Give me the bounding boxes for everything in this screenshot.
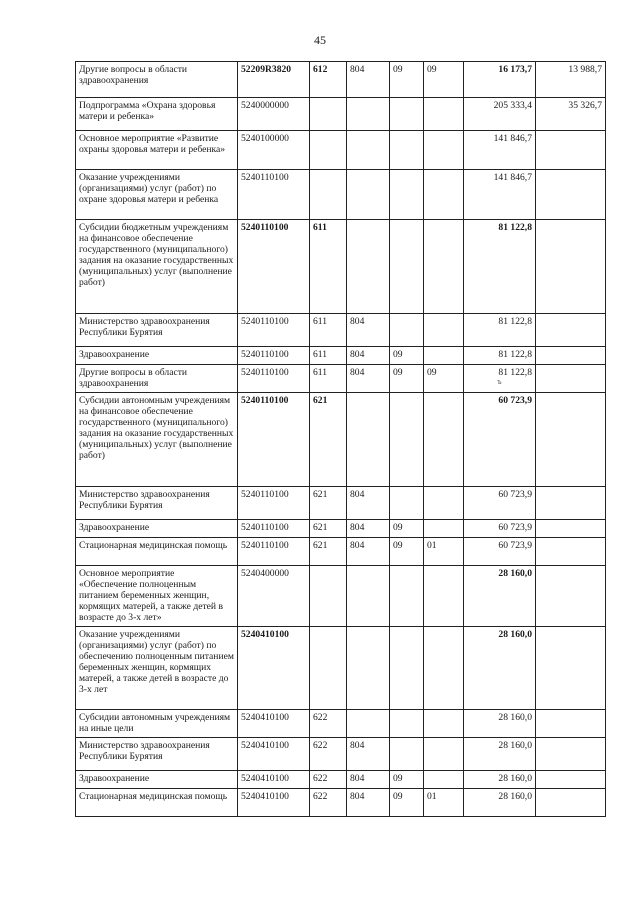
row-target-code <box>238 170 310 220</box>
row-expense-type-text: 621 <box>313 540 328 551</box>
row-amount-2-text: 13 988,7 <box>568 64 602 75</box>
table-row <box>76 710 606 738</box>
row-ministry-code-text: 804 <box>350 791 365 802</box>
row-section-text: 09 <box>393 367 403 378</box>
row-name-text: Субсидии автономным учреждениям на финансовое обеспечение государственного (муниципального) задания на оказание государственных (муниципальных) услуг (выполнение работ) <box>79 395 234 461</box>
row-expense-type <box>310 738 347 771</box>
row-section <box>390 131 424 170</box>
row-target-code <box>238 738 310 771</box>
row-subsection <box>424 131 464 170</box>
row-amount-1-text: 81 122,8 <box>498 222 532 233</box>
row-subsection <box>424 62 464 98</box>
row-amount-1-text: 60 723,9 <box>498 522 532 533</box>
row-target-code-text: 52209R3820 <box>241 64 292 75</box>
row-subsection <box>424 393 464 487</box>
table-row <box>76 170 606 220</box>
row-ministry-code-text: 804 <box>350 367 365 378</box>
row-expense-type-text: 611 <box>313 316 328 327</box>
row-amount-1 <box>464 62 536 98</box>
table-row <box>76 220 606 314</box>
table-row <box>76 314 606 347</box>
row-amount-1 <box>464 170 536 220</box>
row-ministry-code <box>347 98 390 131</box>
row-amount-1-text: 60 723,9 <box>498 395 532 406</box>
table-row <box>76 98 606 131</box>
row-amount-1 <box>464 393 536 487</box>
table-row <box>76 520 606 538</box>
row-section <box>390 538 424 566</box>
row-target-code <box>238 347 310 365</box>
row-name-text: Подпрограмма «Охрана здоровья матери и ребенка» <box>79 100 216 122</box>
row-name <box>76 520 238 538</box>
row-target-code <box>238 627 310 710</box>
row-section-text: 09 <box>393 540 403 551</box>
row-target-code-text: 5240410100 <box>241 773 289 784</box>
row-expense-type-text: 611 <box>313 349 328 360</box>
row-ministry-code <box>347 738 390 771</box>
row-section <box>390 220 424 314</box>
row-amount-2 <box>536 347 606 365</box>
table-row <box>76 365 606 393</box>
row-amount-1-text: 28 160,0 <box>498 629 532 640</box>
row-amount-2 <box>536 487 606 520</box>
row-section-text: 09 <box>393 773 403 784</box>
row-section <box>390 487 424 520</box>
row-name <box>76 170 238 220</box>
table-row <box>76 538 606 566</box>
row-target-code-text: 5240110100 <box>241 367 289 378</box>
row-name-text: Субсидии автономным учреждениям на иные цели <box>79 712 231 734</box>
row-amount-1 <box>464 131 536 170</box>
row-ministry-code-text: 804 <box>350 64 365 75</box>
page-number: 45 <box>314 33 326 47</box>
row-section <box>390 314 424 347</box>
row-amount-2 <box>536 170 606 220</box>
row-expense-type-text: 622 <box>313 773 328 784</box>
row-amount-2 <box>536 789 606 817</box>
row-target-code <box>238 314 310 347</box>
row-ministry-code-text: 804 <box>350 540 365 551</box>
row-target-code-text: 5240410100 <box>241 629 289 640</box>
row-target-code-text: 5240110100 <box>241 522 289 533</box>
row-ministry-code-text: 804 <box>350 522 365 533</box>
row-ministry-code <box>347 220 390 314</box>
row-section-text: 09 <box>393 64 403 75</box>
row-amount-1 <box>464 314 536 347</box>
row-ministry-code <box>347 62 390 98</box>
row-expense-type <box>310 131 347 170</box>
table-row <box>76 393 606 487</box>
row-target-code-text: 5240410100 <box>241 712 289 723</box>
row-amount-1-text: 28 160,0 <box>498 712 532 723</box>
row-name <box>76 347 238 365</box>
row-section <box>390 393 424 487</box>
row-subsection <box>424 170 464 220</box>
row-expense-type-text: 611 <box>313 222 327 233</box>
row-expense-type-text: 622 <box>313 740 328 751</box>
row-target-code-text: 5240110100 <box>241 316 289 327</box>
row-ministry-code <box>347 170 390 220</box>
row-ministry-code-text: 804 <box>350 740 365 751</box>
row-amount-1-text: 28 160,0 <box>498 773 532 784</box>
row-expense-type <box>310 789 347 817</box>
row-ministry-code <box>347 365 390 393</box>
row-subsection <box>424 347 464 365</box>
row-name <box>76 365 238 393</box>
row-subsection <box>424 98 464 131</box>
row-ministry-code-text: 804 <box>350 349 365 360</box>
row-name-text: Министерство здравоохранения Республики Бурятия <box>79 316 210 338</box>
row-name <box>76 710 238 738</box>
row-expense-type-text: 612 <box>313 64 328 75</box>
row-amount-1 <box>464 365 536 393</box>
row-section-text: 09 <box>393 791 403 802</box>
row-amount-1 <box>464 487 536 520</box>
row-subsection <box>424 710 464 738</box>
row-ministry-code <box>347 710 390 738</box>
row-name-text: Субсидии бюджетным учреждениям на финансовое обеспечение государственного (муниципального) задания на оказание государственных (муниципальных) услуг (выполнение работ) <box>79 222 234 288</box>
row-name <box>76 789 238 817</box>
row-name-text: Основное мероприятие «Развитие охраны здоровья матери и ребенка» <box>79 133 226 155</box>
row-name <box>76 566 238 627</box>
row-section <box>390 566 424 627</box>
row-target-code-text: 5240400000 <box>241 568 289 579</box>
row-name-text: Здравоохранение <box>79 773 150 784</box>
row-subsection <box>424 627 464 710</box>
scan-mark: ъ <box>497 377 502 386</box>
row-subsection <box>424 220 464 314</box>
row-target-code <box>238 538 310 566</box>
row-name <box>76 738 238 771</box>
table-row <box>76 566 606 627</box>
row-section <box>390 62 424 98</box>
table-row <box>76 347 606 365</box>
row-subsection-text: 09 <box>427 64 437 75</box>
row-target-code-text: 5240110100 <box>241 489 289 500</box>
row-ministry-code <box>347 538 390 566</box>
row-expense-type <box>310 365 347 393</box>
row-section <box>390 789 424 817</box>
row-subsection <box>424 487 464 520</box>
row-subsection <box>424 771 464 789</box>
row-target-code <box>238 771 310 789</box>
row-subsection-text: 01 <box>427 540 437 551</box>
row-amount-2 <box>536 98 606 131</box>
row-amount-2 <box>536 314 606 347</box>
row-name-text: Другие вопросы в области здравоохранения <box>79 367 188 389</box>
row-subsection-text: 01 <box>427 791 437 802</box>
row-expense-type <box>310 487 347 520</box>
row-amount-2 <box>536 62 606 98</box>
row-expense-type-text: 622 <box>313 712 328 723</box>
row-ministry-code <box>347 771 390 789</box>
row-amount-1-text: 28 160,0 <box>498 568 532 579</box>
row-subsection <box>424 738 464 771</box>
budget-table-body <box>76 62 606 817</box>
table-row <box>76 771 606 789</box>
row-amount-1 <box>464 347 536 365</box>
row-amount-1 <box>464 566 536 627</box>
row-ministry-code-text: 804 <box>350 316 365 327</box>
row-target-code <box>238 710 310 738</box>
row-target-code <box>238 98 310 131</box>
row-amount-1 <box>464 538 536 566</box>
row-target-code <box>238 220 310 314</box>
row-section <box>390 520 424 538</box>
row-name <box>76 62 238 98</box>
row-expense-type <box>310 520 347 538</box>
row-expense-type-text: 621 <box>313 395 328 406</box>
row-amount-1-text: 60 723,9 <box>498 540 532 551</box>
table-row <box>76 789 606 817</box>
row-expense-type <box>310 98 347 131</box>
row-amount-1 <box>464 771 536 789</box>
row-name <box>76 393 238 487</box>
row-section-text: 09 <box>393 522 403 533</box>
row-target-code <box>238 365 310 393</box>
row-ministry-code <box>347 347 390 365</box>
row-name <box>76 314 238 347</box>
row-subsection-text: 09 <box>427 367 437 378</box>
row-amount-1-text: 28 160,0 <box>498 740 532 751</box>
row-expense-type-text: 611 <box>313 367 328 378</box>
row-subsection <box>424 520 464 538</box>
table-row <box>76 62 606 98</box>
row-subsection <box>424 365 464 393</box>
row-amount-1-text: 60 723,9 <box>498 489 532 500</box>
row-amount-2 <box>536 710 606 738</box>
row-ministry-code <box>347 131 390 170</box>
row-section <box>390 170 424 220</box>
row-section <box>390 365 424 393</box>
row-amount-2 <box>536 566 606 627</box>
row-amount-1-text: 28 160,0 <box>498 791 532 802</box>
row-amount-2 <box>536 393 606 487</box>
row-name <box>76 220 238 314</box>
row-name <box>76 131 238 170</box>
row-amount-2 <box>536 520 606 538</box>
row-expense-type-text: 621 <box>313 522 328 533</box>
row-target-code-text: 5240100000 <box>241 133 289 144</box>
row-name-text: Другие вопросы в области здравоохранения <box>79 64 188 86</box>
row-amount-2 <box>536 365 606 393</box>
row-amount-1-text: 81 122,8 <box>498 316 532 327</box>
row-name-text: Оказание учреждениями (организациями) услуг (работ) по охране здоровья матери и ребенка <box>79 172 219 205</box>
row-target-code <box>238 487 310 520</box>
row-subsection <box>424 314 464 347</box>
row-ministry-code <box>347 520 390 538</box>
row-expense-type <box>310 566 347 627</box>
row-section <box>390 98 424 131</box>
row-target-code-text: 5240110100 <box>241 172 289 183</box>
row-name <box>76 627 238 710</box>
row-amount-1-text: 81 122,8 <box>498 367 532 378</box>
row-name <box>76 538 238 566</box>
row-name-text: Стационарная медицинская помощь <box>79 791 228 802</box>
row-target-code <box>238 393 310 487</box>
row-expense-type <box>310 314 347 347</box>
row-section-text: 09 <box>393 349 403 360</box>
row-expense-type <box>310 170 347 220</box>
row-amount-1 <box>464 520 536 538</box>
row-amount-1 <box>464 710 536 738</box>
row-name <box>76 98 238 131</box>
row-expense-type-text: 622 <box>313 791 328 802</box>
row-amount-1-text: 205 333,4 <box>493 100 532 111</box>
row-ministry-code <box>347 789 390 817</box>
row-target-code-text: 5240110100 <box>241 540 289 551</box>
row-section <box>390 627 424 710</box>
row-expense-type <box>310 710 347 738</box>
row-expense-type <box>310 62 347 98</box>
row-target-code <box>238 520 310 538</box>
row-name-text: Стационарная медицинская помощь <box>79 540 228 551</box>
row-expense-type <box>310 771 347 789</box>
row-expense-type <box>310 220 347 314</box>
row-expense-type <box>310 538 347 566</box>
row-name-text: Здравоохранение <box>79 522 150 533</box>
row-expense-type-text: 621 <box>313 489 328 500</box>
row-target-code <box>238 566 310 627</box>
row-name-text: Основное мероприятие «Обеспечение полноценным питанием беременных женщин, кормящих матерей, а также детей в возрасте до 3-х лет» <box>79 568 223 623</box>
budget-table <box>75 61 606 817</box>
row-amount-2-text: 35 326,7 <box>568 100 602 111</box>
row-amount-2 <box>536 538 606 566</box>
row-target-code-text: 5240110100 <box>241 222 289 233</box>
row-amount-2 <box>536 220 606 314</box>
row-target-code-text: 5240110100 <box>241 349 289 360</box>
row-section <box>390 738 424 771</box>
row-ministry-code-text: 804 <box>350 773 365 784</box>
row-ministry-code <box>347 487 390 520</box>
table-row <box>76 627 606 710</box>
row-name-text: Министерство здравоохранения Республики Бурятия <box>79 740 210 762</box>
row-section <box>390 710 424 738</box>
row-amount-1-text: 16 173,7 <box>498 64 532 75</box>
row-ministry-code <box>347 314 390 347</box>
row-amount-2 <box>536 738 606 771</box>
row-target-code-text: 5240410100 <box>241 740 289 751</box>
row-target-code-text: 5240410100 <box>241 791 289 802</box>
table-row <box>76 738 606 771</box>
row-name <box>76 771 238 789</box>
row-expense-type <box>310 347 347 365</box>
table-row <box>76 487 606 520</box>
row-amount-1-text: 141 846,7 <box>493 133 532 144</box>
row-subsection <box>424 538 464 566</box>
row-section <box>390 347 424 365</box>
row-expense-type <box>310 393 347 487</box>
row-expense-type <box>310 627 347 710</box>
row-name-text: Оказание учреждениями (организациями) услуг (работ) по обеспечению полноценным питанием беременных женщин, кормящих матерей, а также детей в возрасте до 3-х лет <box>79 629 234 695</box>
row-ministry-code-text: 804 <box>350 489 365 500</box>
row-target-code-text: 5240110100 <box>241 395 289 406</box>
row-target-code <box>238 789 310 817</box>
row-amount-1 <box>464 98 536 131</box>
row-name-text: Здравоохранение <box>79 349 150 360</box>
row-target-code <box>238 62 310 98</box>
row-target-code <box>238 131 310 170</box>
row-amount-1 <box>464 738 536 771</box>
row-section <box>390 771 424 789</box>
row-amount-2 <box>536 627 606 710</box>
row-ministry-code <box>347 627 390 710</box>
row-amount-1 <box>464 789 536 817</box>
row-ministry-code <box>347 393 390 487</box>
row-amount-2 <box>536 131 606 170</box>
row-amount-1-text: 81 122,8 <box>498 349 532 360</box>
row-subsection <box>424 789 464 817</box>
table-row <box>76 131 606 170</box>
row-amount-1 <box>464 220 536 314</box>
row-name <box>76 487 238 520</box>
row-amount-1-text: 141 846,7 <box>493 172 532 183</box>
row-ministry-code <box>347 566 390 627</box>
row-subsection <box>424 566 464 627</box>
row-amount-1 <box>464 627 536 710</box>
row-amount-2 <box>536 771 606 789</box>
row-target-code-text: 5240000000 <box>241 100 289 111</box>
row-name-text: Министерство здравоохранения Республики Бурятия <box>79 489 210 511</box>
